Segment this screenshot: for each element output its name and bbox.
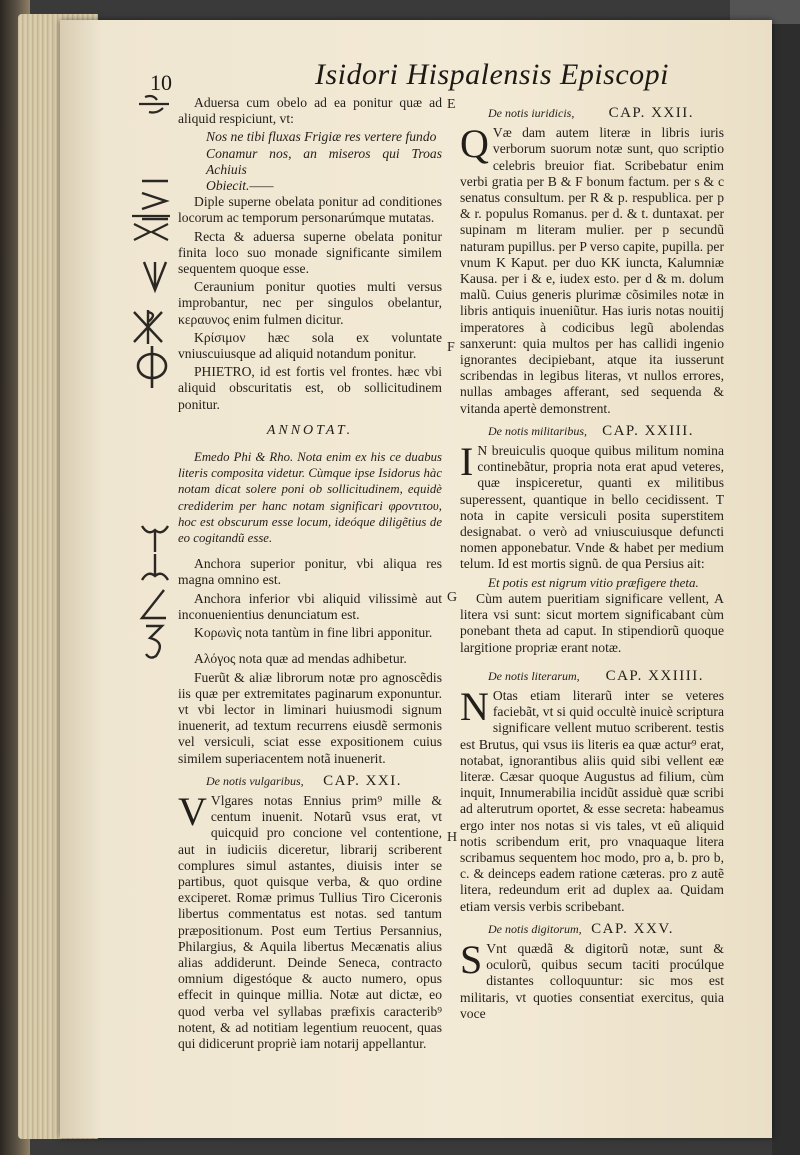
- chapter-xxiiii-text: N Otas etiam literarũ inter se veteres faciebãt, vt si quid occultè inuicè scriptura significare vellent mutuo scriberent. testis est Brutus, qui vsus iis literis ea quæ actur⁹ erat, notabat, ignorantibus aliis quid sibi vellent eæ literæ. Cæsar quoque Augustus ad filium, cùm inquit, Innumerabilia incidũt assiduè quæ scribi ad alterutrum oportet, & esse secreta: habeamus ergo inter nos notas si vis tales, vt eũ aliquid notis scribendum erit, pro vnaquaque litera scribamus sequentem hoc modo, pro a, b. pro b, c. & deinceps eadem ratione cæteras. pro z autẽ litera, redeundum erit ad duplex aa. Quidam etiam versis verbis scribebant.: [460, 683, 724, 914]
- paragraph-aliae-notae: Fuerũt & aliæ librorum notæ pro agnoscẽdis iis quæ per extremitates paginarum exponuntur. vt vbi lector in liminari huiusmodi signum inuenerit, ad textum recurrens eiusdẽ sermonis vel versiculi, sciat esse expositionem cuius similem superiacentem notã inuenerit.: [178, 669, 442, 766]
- chapter-xxv-title: De notis digitorum,: [488, 921, 582, 936]
- chapter-xxiii-number: CAP. XXIII.: [602, 422, 694, 439]
- chapter-xxii-text: Q Væ dam autem literæ in libris iuris verborum suorum notæ sunt, quo scriptio celebris breuior fiat. Scribebatur enim verbi gratia per B & F bonum factum. per s & c senatus consultum. per R & p. respublica. per p & r. populus Romanus. per d. & t. duntaxat. per supinam m literam mulier. per p secundũ naturam pupillus. per P verso capite, pupilla. per vnum K Kaput. per duo KK iuncta, Kalumniæ Kausa. per i & e, iudex esto. per d & m. dolum malũ. Cuius generis plurimæ cõsimiles notæ in libris antiquis inueniũtur. Has iuris notas nouitij imperatores à codicibus legũ abolendas sanxerunt: quia multos per has callidi ingenio ignorantes decipiebant, atque ita iusserunt scribendas in legibus literas, vt nullos errores, nullas ambages afferant, sed sequenda & vitanda apertè demonstrent.: [460, 121, 724, 416]
- chapter-xxi-text: V Vlgares notas Ennius prim⁹ mille & centum inuenit. Notarũ vsus erat, vt quicquid pro concione vel contentione, aut in iudiciis diceretur, librarij scriberent complures simul astantes, diuisis inter se partibus, quot quisque verba, & quo ordine exciperet. Romæ primus Tullius Tiro Ciceronis libertus commentatus est notas. sed tantum præpositionum. Post eum Tertius Persannius, Philargius, & Aquila libertus Mecænatis alius alias addiderunt. Deinde Seneca, contracto omnium digestóque & aucto numero, opus effecit in quinque millia. Notæ aut dictæ, eo quod verba vel syllabas præfixis caracterib⁹ notent, & ad notitiam legentium reuocent, quas qui didicerunt propriè iam notarij appellantur.: [178, 788, 442, 1051]
- paragraph-crisimon: Κρίσιμον hæc sola ex voluntate vniuscuiusque ad aliquid notandum ponitur.: [178, 329, 442, 362]
- ancora-superior-icon: [138, 520, 172, 554]
- obelus-icon: [135, 92, 173, 116]
- ancora-inferior-icon: [138, 552, 172, 586]
- alogus-icon: [140, 622, 170, 662]
- chapter-xxi-number: CAP. XXI.: [323, 772, 402, 789]
- chapter-xxiii-heading: [460, 423, 724, 439]
- chapter-xxiiii-heading: [460, 668, 724, 684]
- chapter-xxiii-title: De notis militaribus,: [488, 423, 588, 438]
- paragraph-alogus: Αλόγος nota quæ ad mendas adhibetur.: [194, 651, 407, 667]
- annotation-heading: ANNOTAT.: [266, 422, 354, 438]
- chapter-xxv-number: CAP. XXV.: [591, 920, 674, 937]
- paragraph-phietro: PHIETRO, id est fortis vel frontes. hæc vbi aliquid obscuritatis est, ob sollicitudinem ponitur.: [178, 364, 442, 412]
- chapter-xxv-heading: [460, 921, 724, 937]
- paragraph-recta: Recta & aduersa superne obelata ponitur finita loco suo monade significante similem sequentem quoque esse.: [178, 228, 442, 277]
- chapter-xxi-heading: [178, 773, 442, 789]
- verse-line-1: Nos ne tibi fluxas Frigiæ res vertere fundo: [206, 129, 437, 145]
- paragraph-aduersa: Aduersa cum obelo ad ea ponitur quæ ad aliquid respiciunt, vt:: [178, 95, 442, 127]
- margin-letter-g: G: [447, 590, 458, 605]
- chapter-xxii-heading: [460, 105, 724, 121]
- left-column: [178, 95, 442, 1054]
- chapter-xxiiii-number: CAP. XXIIII.: [605, 667, 704, 684]
- verse-line-2: Conamur nos, an miseros qui Troas Achiuis: [206, 145, 442, 177]
- margin-letter-f: F: [447, 340, 455, 355]
- chapter-xxiii-text: I N breuiculis quoque quibus militum nomina continebãtur, propria nota erat apud veteres, quæ inspiceretur, quanti ex militibus superessent, quantique in bello cecidissent. T nota in capite versiculi posita superstitem designabat. ο verò ad vniuscuiusque defuncti nomen apponebatur. Vnde & habet per medium telum. Id est mortis signũ. de qua Persius ait:: [460, 439, 724, 572]
- drop-cap-n: N: [460, 683, 489, 729]
- phi-rho-icon: [134, 342, 170, 390]
- paragraph-ceraunium: Ceraunium ponitur quoties multi versus improbantur, nec per singulos obelantur, κεραυνος enim fulmen dicitur.: [178, 279, 442, 327]
- drop-cap-v: V: [178, 788, 207, 834]
- margin-letter-e: E: [447, 97, 456, 112]
- chrismon-icon: [128, 308, 168, 346]
- chapter-xxii-number: CAP. XXII.: [608, 105, 694, 121]
- annotation-text: Emedo Phi & Rho. Nota enim ex his ce duabus literis composita videtur. Cùmque ipse Isidorus hàc notam dicat solere poni ob sollicitudinem, equidè crediderim per hanc notam significari φροντιτου, hoc est obscurum esse locum, ideóque diligẽtius de eo cogitandũ esse.: [178, 450, 442, 546]
- running-head: Isidori Hispalensis Episcopi: [315, 58, 670, 91]
- page-number: 10: [150, 70, 172, 95]
- right-column: [460, 105, 724, 1024]
- persius-verse: Et potis est nigrum vitio præfigere theta.: [488, 574, 699, 590]
- verse-line-3: Obiecit.——: [206, 178, 274, 194]
- coronis-icon: [136, 588, 170, 624]
- paragraph-anchora-superior: Anchora superior ponitur, vbi aliqua res magna omnino est.: [178, 556, 442, 588]
- chapter-xxv-text: S Vnt quædã & digitorũ notæ, sunt & oculorũ, quibus secum taciti procúlque distantes colloquuntur: sic mos est militaris, vt quoties consentiat exercitus, quia voce: [460, 936, 724, 1021]
- chapter-xxii-title: De notis iuridicis,: [488, 106, 575, 120]
- paragraph-coronis: Κορωνìς nota tantùm in fine libri apponitur.: [194, 625, 433, 641]
- background-dark: [772, 0, 800, 1155]
- drop-cap-s: S: [460, 936, 483, 982]
- paragraph-anchora-inferior: Anchora inferior vbi aliquid vilissimè aut inconuenientius denunciatum est.: [178, 590, 442, 622]
- paragraph-diple: Diple superne obelata ponitur ad conditiones locorum ac temporum personarúmque mutatas.: [178, 194, 442, 226]
- margin-letter-h: H: [447, 830, 458, 845]
- drop-cap-q: Q: [460, 121, 489, 167]
- chapter-xxiiii-title: De notis literarum,: [488, 668, 580, 683]
- recta-aversa-icon: [130, 210, 172, 250]
- drop-cap-i: I: [460, 439, 474, 485]
- chapter-xxi-title: De notis vulgaribus,: [206, 773, 304, 788]
- ceraunium-icon: [140, 258, 170, 294]
- chapter-xxiii-text-2: Cùm autem pueritiam significare vellent, A litera vsi sunt: sicut mortem significabant cùm ponebant theta ad caput. In stipendiorũ quoque largitione propriæ erant notæ.: [460, 590, 724, 655]
